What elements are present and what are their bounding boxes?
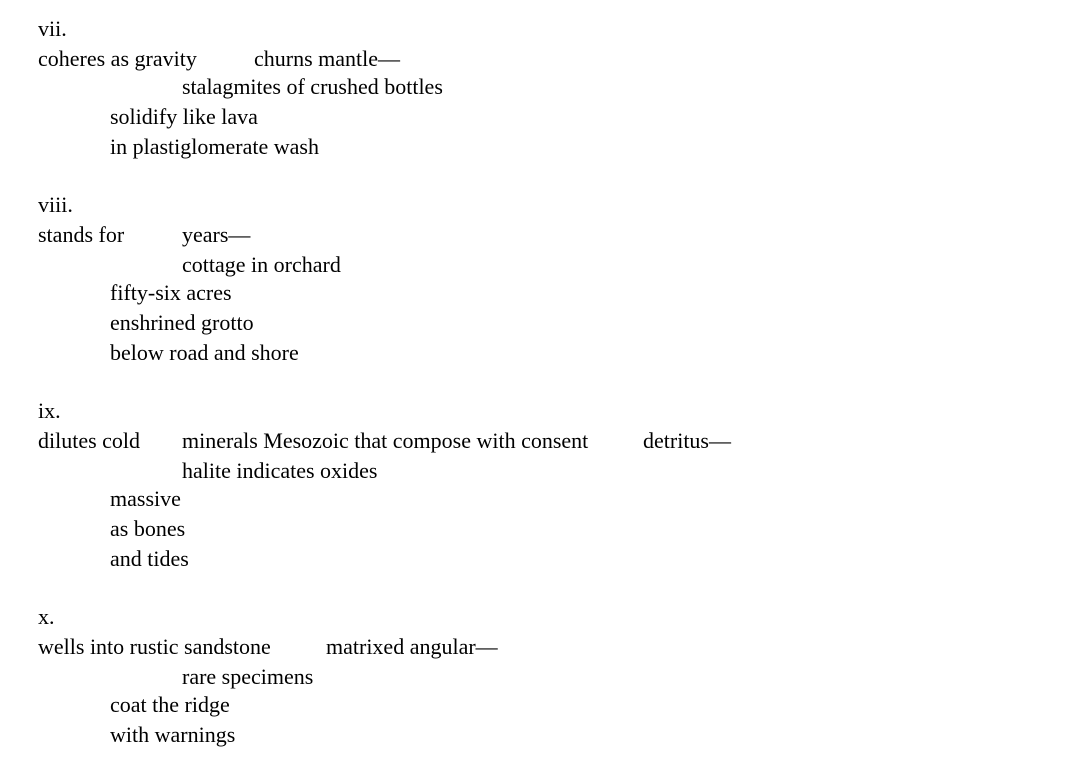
stanza-numeral: x. — [38, 604, 55, 629]
poem-line — [38, 428, 798, 454]
poem-line: halite indicates oxides — [182, 458, 378, 483]
line-segment: churns mantle— — [254, 46, 401, 71]
line-segment: matrixed angular— — [326, 634, 498, 659]
stanza-numeral: vii. — [38, 16, 67, 41]
poem-line: rare specimens — [182, 664, 314, 689]
poem-line: coat the ridge — [110, 692, 230, 717]
poem-line — [38, 46, 638, 72]
line-segment: wells into rustic sandstone — [38, 634, 271, 659]
line-segment: dilutes cold — [38, 428, 141, 453]
poem-line: as bones — [110, 516, 186, 541]
line-segment: minerals Mesozoic that compose with consent — [182, 428, 589, 453]
poem-line: massive — [110, 486, 181, 511]
stanza-numeral: viii. — [38, 192, 73, 217]
poem-line: fifty-six acres — [110, 280, 232, 305]
line-segment: stands for — [38, 222, 125, 247]
poem-line — [38, 634, 638, 660]
poem-line: in plastiglomerate wash — [110, 134, 319, 159]
poem-line: with warnings — [110, 722, 236, 747]
line-segment: years— — [182, 222, 251, 247]
poem-line: below road and shore — [110, 340, 299, 365]
poem-line: stalagmites of crushed bottles — [182, 74, 443, 99]
line-segment: detritus— — [643, 428, 731, 453]
poem-line: cottage in orchard — [182, 252, 341, 277]
poem-line: enshrined grotto — [110, 310, 254, 335]
poem-line: solidify like lava — [110, 104, 258, 129]
line-segment: coheres as gravity — [38, 46, 197, 71]
poem-line — [38, 222, 638, 248]
stanza-numeral: ix. — [38, 398, 61, 423]
poem-line: and tides — [110, 546, 189, 571]
